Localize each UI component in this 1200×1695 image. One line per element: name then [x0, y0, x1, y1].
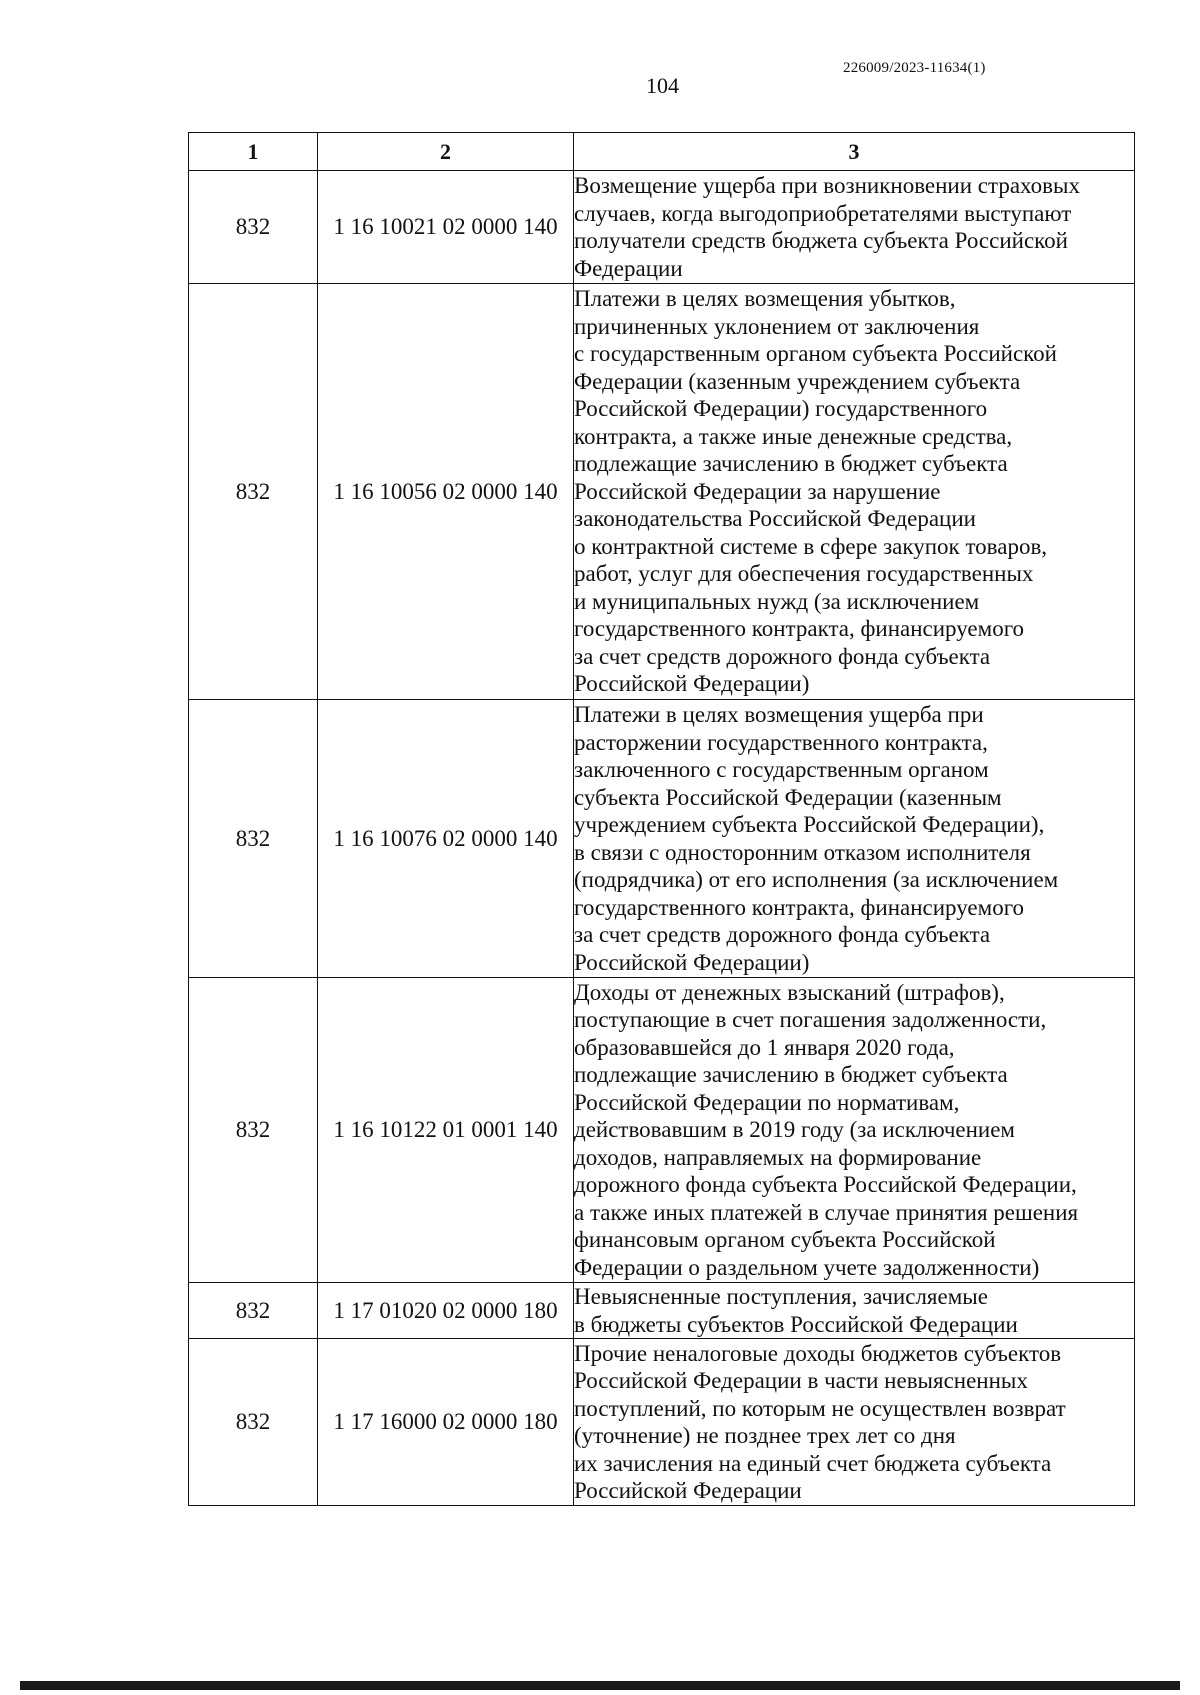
table-row — [189, 284, 1135, 700]
table-row — [189, 700, 1135, 978]
budget-code-cell: 1 16 10056 02 0000 140 — [318, 284, 574, 700]
budget-code-cell: 1 16 10076 02 0000 140 — [318, 700, 574, 978]
income-description-cell: Возмещение ущерба при возникновении страховых случаев, когда выгодоприобретателями выступают получатели средств бюджета субъекта Российской Федерации — [574, 171, 1135, 284]
table-row — [189, 171, 1135, 284]
admin-code-cell: 832 — [189, 978, 318, 1283]
budget-code-cell: 1 16 10021 02 0000 140 — [318, 171, 574, 284]
column-header-3: 3 — [574, 133, 1135, 171]
column-header-1: 1 — [189, 133, 318, 171]
scan-edge-bar — [20, 1681, 1180, 1690]
admin-code-cell: 832 — [189, 1283, 318, 1339]
income-description-cell: Доходы от денежных взысканий (штрафов), поступающие в счет погашения задолженности, образовавшейся до 1 января 2020 года, подлежащие зачислению в бюджет субъекта Российской Федерации по нормативам, действовавшим в 2019 году (за исключением доходов, направляемых на формирование дорожного фонда субъекта Российской Федерации, а также иных платежей в случае принятия решения финансовым органом субъекта Российской Федерации о раздельном учете задолженности) — [574, 978, 1135, 1283]
table-row — [189, 978, 1135, 1283]
column-header-2: 2 — [318, 133, 574, 171]
document-registration-number: 226009/2023-11634(1) — [843, 60, 986, 76]
budget-code-cell: 1 17 01020 02 0000 180 — [318, 1283, 574, 1339]
admin-code-cell: 832 — [189, 171, 318, 284]
table-row — [189, 1339, 1135, 1506]
budget-code-cell: 1 17 16000 02 0000 180 — [318, 1339, 574, 1506]
admin-code-cell: 832 — [189, 284, 318, 700]
admin-code-cell: 832 — [189, 1339, 318, 1506]
income-description-cell: Прочие неналоговые доходы бюджетов субъектов Российской Федерации в части невыясненных поступлений, по которым не осуществлен возврат (уточнение) не позднее трех лет со дня их зачисления на единый счет бюджета субъекта Российской Федерации — [574, 1339, 1135, 1506]
table-row — [189, 1283, 1135, 1339]
income-description-cell: Платежи в целях возмещения убытков, причиненных уклонением от заключения с государственным органом субъекта Российской Федерации (казенным учреждением субъекта Российской Федерации) государственного контракта, а также иные денежные средства, подлежащие зачислению в бюджет субъекта Российской Федерации за нарушение законодательства Российской Федерации о контрактной системе в сфере закупок товаров, работ, услуг для обеспечения государственных и муниципальных нужд (за исключением государственного контракта, финансируемого за счет средств дорожного фонда субъекта Российской Федерации) — [574, 284, 1135, 700]
budget-classification-table — [188, 132, 1135, 1506]
table-header-row — [189, 133, 1135, 171]
income-description-cell: Невыясненные поступления, зачисляемые в бюджеты субъектов Российской Федерации — [574, 1283, 1135, 1339]
budget-code-cell: 1 16 10122 01 0001 140 — [318, 978, 574, 1283]
income-description-cell: Платежи в целях возмещения ущерба при расторжении государственного контракта, заключенного с государственным органом субъекта Российской Федерации (казенным учреждением субъекта Российской Федерации), в связи с односторонним отказом исполнителя (подрядчика) от его исполнения (за исключением государственного контракта, финансируемого за счет средств дорожного фонда субъекта Российской Федерации) — [574, 700, 1135, 978]
page-number: 104 — [646, 73, 679, 98]
admin-code-cell: 832 — [189, 700, 318, 978]
